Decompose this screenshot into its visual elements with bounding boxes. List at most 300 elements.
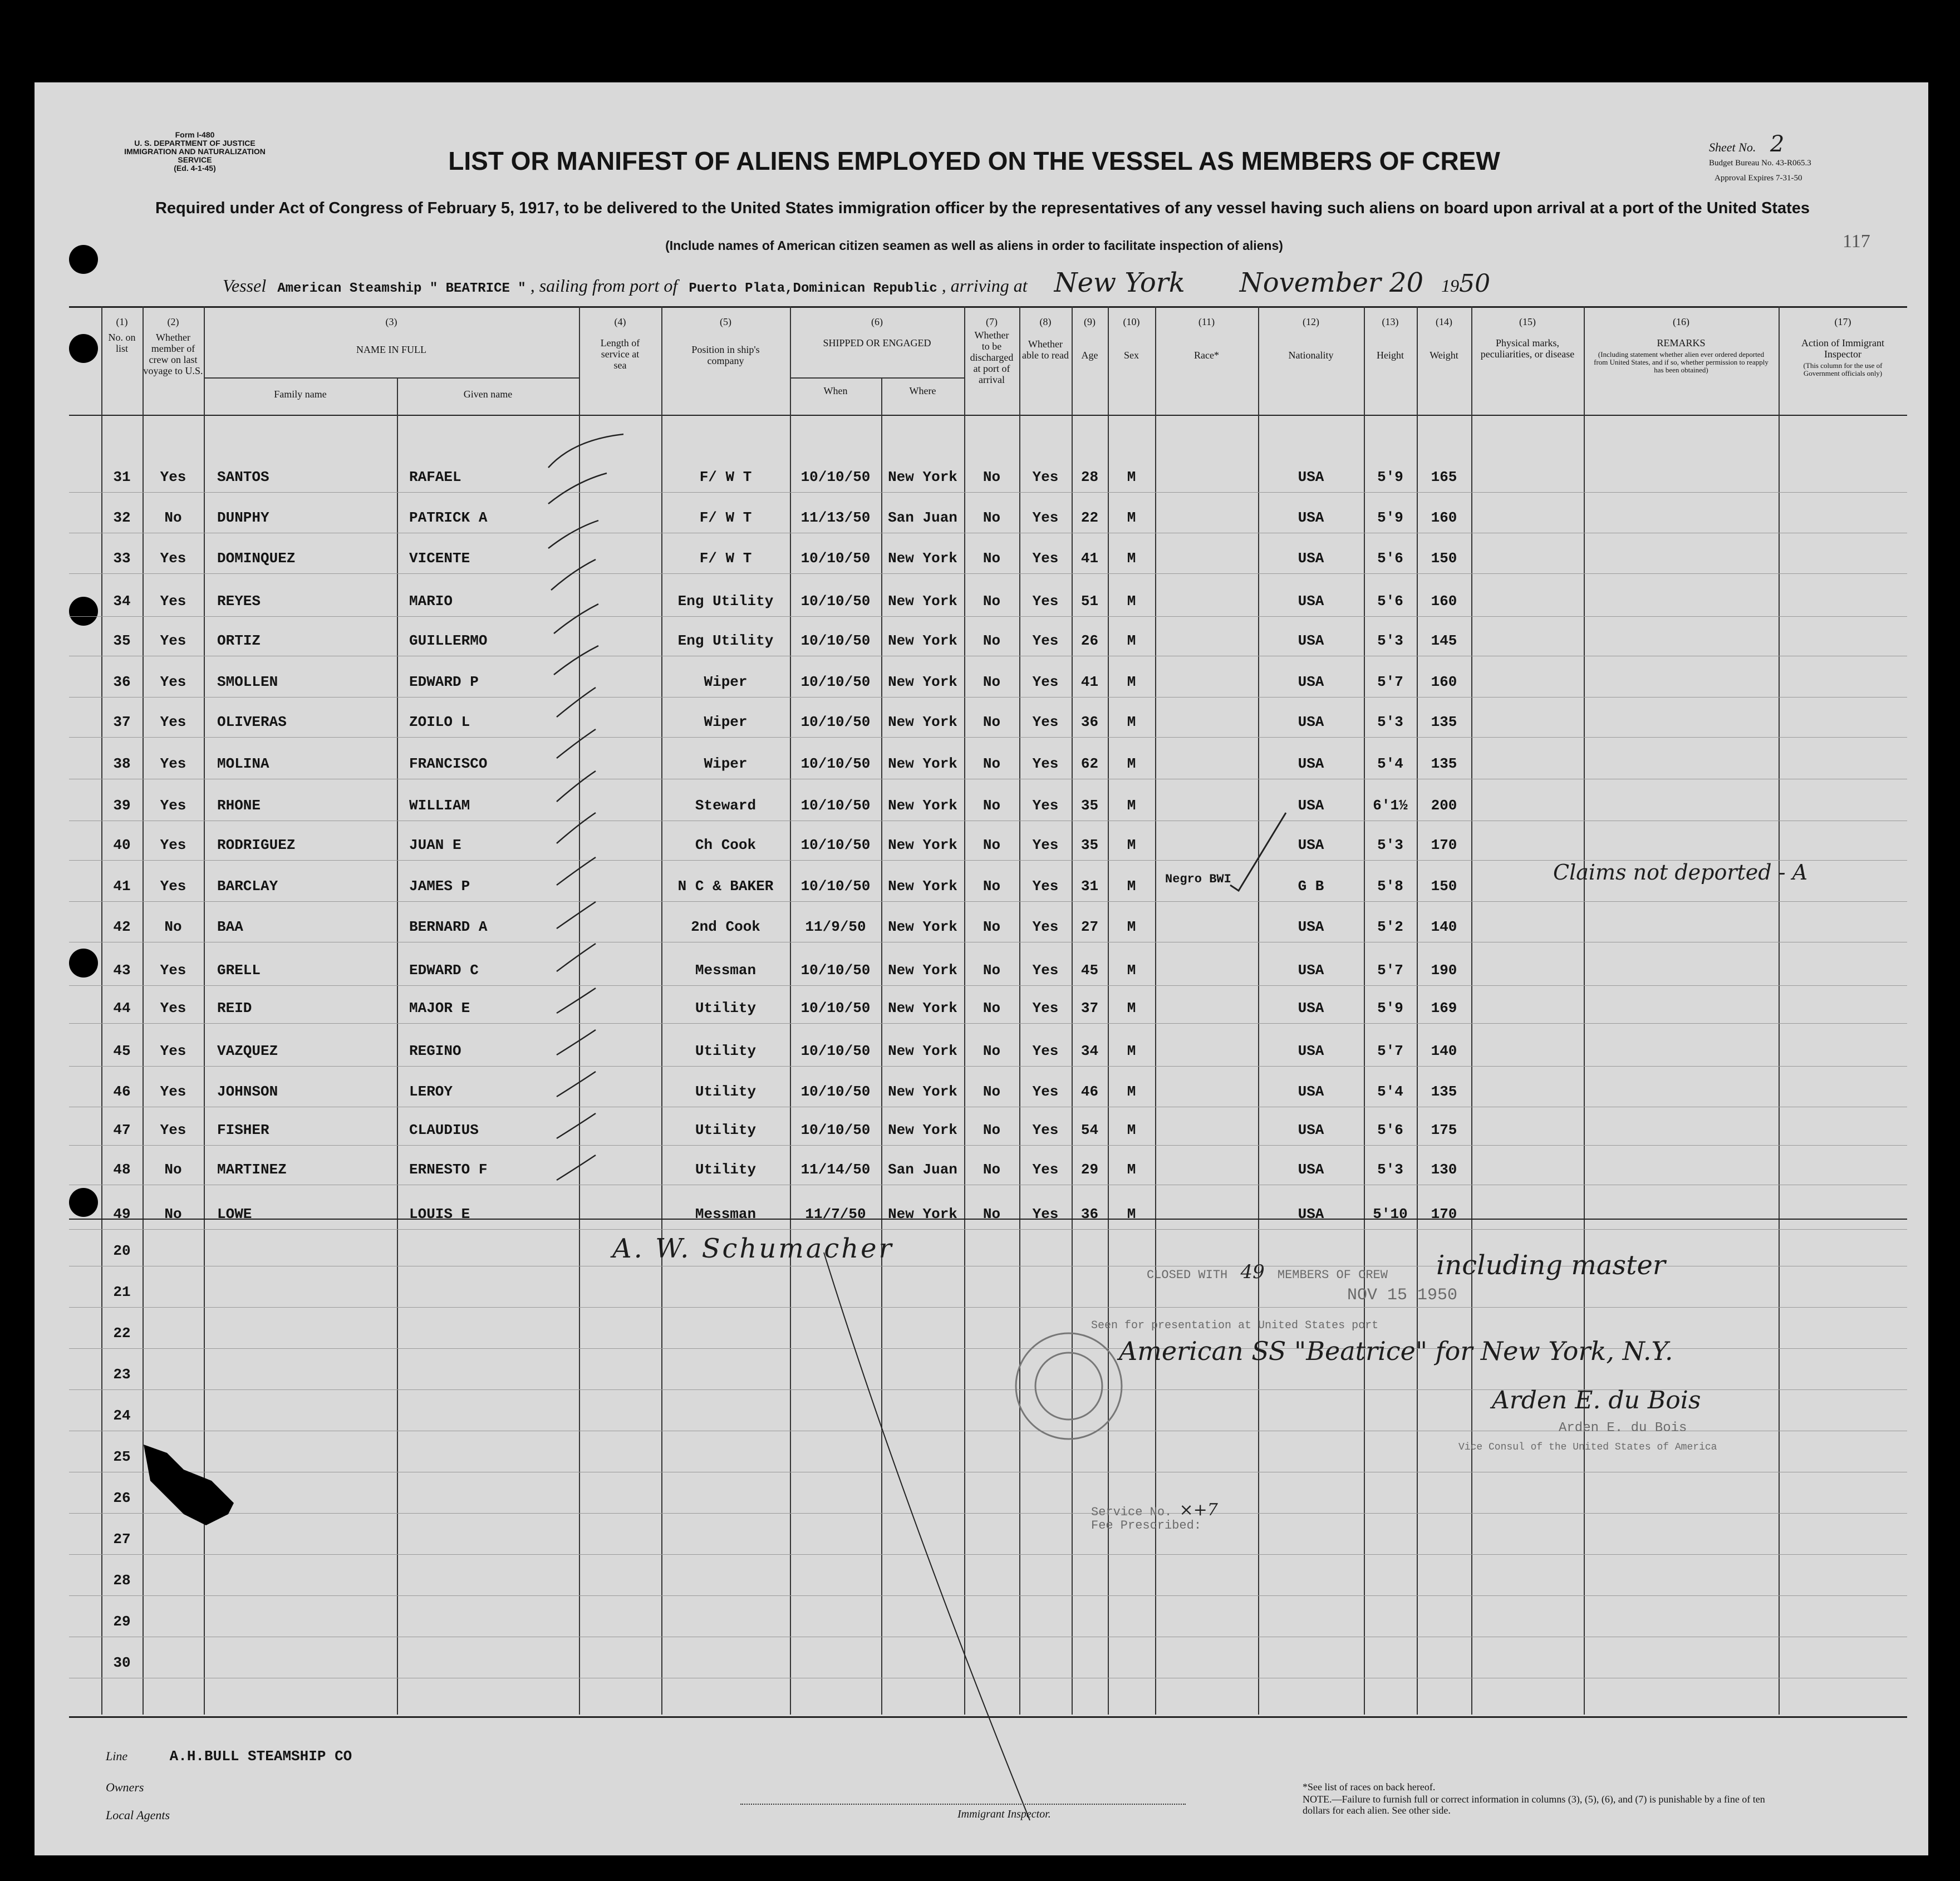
table-cell-given: LOUIS E bbox=[409, 1206, 470, 1222]
col-num: (14) bbox=[1436, 316, 1452, 327]
remark-claims: Claims not deported - A bbox=[1553, 860, 1808, 885]
table-cell-pos: Wiper bbox=[704, 674, 748, 690]
table-cell-sex: M bbox=[1127, 469, 1136, 485]
table-cell-family: MARTINEZ bbox=[217, 1161, 287, 1178]
table-cell-ht: 5'10 bbox=[1373, 1206, 1408, 1222]
table-cell-nat: USA bbox=[1298, 797, 1324, 814]
table-cell-given: MARIO bbox=[409, 593, 453, 610]
table-cell-ht: 5'4 bbox=[1377, 755, 1403, 772]
table-cell-last: Yes bbox=[160, 755, 186, 772]
table-cell-disch: No bbox=[983, 714, 1001, 730]
table-cell-wt: 160 bbox=[1431, 593, 1457, 610]
departure-port: Puerto Plata,Dominican Republic bbox=[689, 281, 937, 296]
col-label: Position in ship's company bbox=[691, 344, 760, 366]
check-mark bbox=[557, 1155, 596, 1180]
table-cell-disch: No bbox=[983, 632, 1001, 649]
subtitle-note: (Include names of American citizen seamen as well as aliens in order to facilitate inspection of aliens) bbox=[665, 238, 1283, 253]
table-cell-pos: Utility bbox=[695, 1000, 757, 1016]
table-cell-when: 10/10/50 bbox=[800, 1122, 871, 1138]
check-mark bbox=[557, 988, 596, 1013]
table-cell-ht: 5'3 bbox=[1377, 1161, 1403, 1178]
col-label: NAME IN FULL bbox=[356, 344, 426, 355]
check-mark bbox=[557, 813, 596, 843]
service-no-label: Service No. bbox=[1091, 1505, 1172, 1519]
table-cell-pos: Utility bbox=[695, 1122, 757, 1138]
table-cell-age: 54 bbox=[1080, 1122, 1099, 1138]
table-cell-wt: 169 bbox=[1431, 1000, 1457, 1016]
table-cell-when: 10/10/50 bbox=[800, 550, 871, 567]
table-cell-ht: 5'6 bbox=[1377, 1122, 1403, 1138]
check-mark bbox=[548, 520, 598, 548]
col-num: (15) bbox=[1519, 316, 1536, 327]
table-cell-read: Yes bbox=[1032, 1122, 1059, 1138]
table-cell-read: Yes bbox=[1032, 593, 1059, 610]
table-cell-when: 10/10/50 bbox=[800, 674, 871, 690]
subtitle: Required under Act of Congress of February 5, 1917, to be delivered to the United States immigration officer by the representatives of any vessel having such aliens on board upon arrival at a port of the United States bbox=[155, 199, 1810, 217]
table-cell-nat: USA bbox=[1298, 469, 1324, 485]
table-cell-nat: USA bbox=[1298, 674, 1324, 690]
table-cell-ht: 5'4 bbox=[1377, 1083, 1403, 1100]
owners-label: Owners bbox=[106, 1780, 144, 1794]
table-cell-age: 41 bbox=[1080, 550, 1099, 567]
table-cell-nat: USA bbox=[1298, 1206, 1324, 1222]
table-cell-where: New York bbox=[888, 632, 957, 649]
table-cell-read: Yes bbox=[1032, 714, 1059, 730]
closed-members-label: MEMBERS OF CREW bbox=[1277, 1268, 1388, 1282]
table-cell-no: 39 bbox=[113, 797, 131, 814]
table-cell-last: Yes bbox=[160, 1122, 186, 1138]
empty-row-number: 27 bbox=[113, 1531, 131, 1548]
inspector-signature: A. W. Schumacher bbox=[612, 1233, 894, 1264]
page-mark: 117 bbox=[1843, 231, 1870, 252]
table-cell-no: 43 bbox=[113, 962, 131, 979]
check-mark bbox=[557, 902, 596, 929]
table-cell-no: 46 bbox=[113, 1083, 131, 1100]
table-cell-sex: M bbox=[1127, 1161, 1136, 1178]
table-cell-pos: F/ W T bbox=[699, 509, 752, 526]
check-mark bbox=[557, 729, 596, 758]
table-cell-when: 10/10/50 bbox=[800, 1043, 871, 1059]
service-number bbox=[1091, 1500, 1218, 1520]
table-cell-last: Yes bbox=[160, 674, 186, 690]
table-cell-read: Yes bbox=[1032, 1206, 1059, 1222]
col-label: Age bbox=[1081, 350, 1098, 361]
table-cell-wt: 150 bbox=[1431, 550, 1457, 567]
table-cell-wt: 145 bbox=[1431, 632, 1457, 649]
table-cell-sex: M bbox=[1127, 1122, 1136, 1138]
table-cell-where: San Juan bbox=[888, 509, 957, 526]
including-master: including master bbox=[1436, 1250, 1666, 1281]
table-cell-age: 26 bbox=[1080, 632, 1099, 649]
col-num: (13) bbox=[1382, 316, 1399, 327]
table-cell-sex: M bbox=[1127, 962, 1136, 979]
table-cell-disch: No bbox=[983, 593, 1001, 610]
table-cell-no: 38 bbox=[113, 755, 131, 772]
table-cell-ht: 5'3 bbox=[1377, 632, 1403, 649]
table-cell-read: Yes bbox=[1032, 797, 1059, 814]
closed-date-stamp: NOV 15 1950 bbox=[1347, 1286, 1458, 1305]
col-label: No. on list bbox=[108, 332, 136, 354]
table-cell-last: Yes bbox=[160, 837, 186, 853]
table-cell-wt: 175 bbox=[1431, 1122, 1457, 1138]
table-cell-when: 10/10/50 bbox=[800, 469, 871, 485]
sheet-number: 2 bbox=[1770, 131, 1785, 157]
table-cell-wt: 160 bbox=[1431, 674, 1457, 690]
table-cell-no: 48 bbox=[113, 1161, 131, 1178]
arrival-city: New York bbox=[1054, 267, 1185, 298]
table-cell-ht: 5'9 bbox=[1377, 1000, 1403, 1016]
table-cell-nat: USA bbox=[1298, 714, 1324, 730]
table-cell-where: New York bbox=[888, 714, 957, 730]
table-cell-pos: Messman bbox=[695, 1206, 757, 1222]
vessel-name: American Steamship " BEATRICE " bbox=[277, 281, 526, 296]
table-cell-read: Yes bbox=[1032, 1000, 1059, 1016]
table-cell-disch: No bbox=[983, 755, 1001, 772]
check-mark bbox=[557, 771, 596, 802]
table-cell-read: Yes bbox=[1032, 1083, 1059, 1100]
table-cell-pos: Utility bbox=[695, 1043, 757, 1059]
col-label: Whether able to read bbox=[1022, 338, 1069, 361]
col-num: (12) bbox=[1303, 316, 1319, 327]
table-cell-wt: 160 bbox=[1431, 509, 1457, 526]
table-cell-last: Yes bbox=[160, 593, 186, 610]
torn-corner bbox=[144, 1445, 234, 1525]
table-cell-last: Yes bbox=[160, 469, 186, 485]
consulate-seal bbox=[1016, 1333, 1122, 1439]
races-note: *See list of races on back hereof. bbox=[1303, 1781, 1436, 1792]
col-num: (5) bbox=[720, 316, 731, 327]
table-cell-given: CLAUDIUS bbox=[409, 1122, 479, 1138]
table-cell-family: RODRIGUEZ bbox=[217, 837, 296, 853]
table-cell-nat: USA bbox=[1298, 1161, 1324, 1178]
col-label: Weight bbox=[1430, 350, 1458, 361]
table-cell-age: 28 bbox=[1080, 469, 1099, 485]
table-cell-last: Yes bbox=[160, 797, 186, 814]
table-cell-read: Yes bbox=[1032, 469, 1059, 485]
empty-row-number: 30 bbox=[113, 1654, 131, 1671]
table-cell-given: VICENTE bbox=[409, 550, 470, 567]
table-cell-when: 10/10/50 bbox=[800, 632, 871, 649]
table-cell-family: BAA bbox=[217, 919, 243, 935]
table-cell-disch: No bbox=[983, 550, 1001, 567]
empty-row-number: 25 bbox=[113, 1448, 131, 1465]
table-cell-when: 10/10/50 bbox=[800, 797, 871, 814]
table-cell-family: OLIVERAS bbox=[217, 714, 287, 730]
table-cell-wt: 170 bbox=[1431, 837, 1457, 853]
check-mark bbox=[554, 604, 598, 633]
table-cell-wt: 170 bbox=[1431, 1206, 1457, 1222]
consul-signature: Arden E. du Bois bbox=[1492, 1386, 1701, 1415]
table-cell-ht: 5'7 bbox=[1377, 962, 1403, 979]
table-cell-given: FRANCISCO bbox=[409, 755, 488, 772]
arriving-label: , arriving at bbox=[941, 276, 1028, 296]
col-num: (11) bbox=[1198, 316, 1215, 327]
table-cell-age: 45 bbox=[1080, 962, 1099, 979]
remarks-note: (Including statement whether alien ever ordered deported from United States, and if so, whether permission to reapply has been obtained) bbox=[1594, 350, 1769, 374]
table-cell-disch: No bbox=[983, 1043, 1001, 1059]
action-note: (This column for the use of Government officials only) bbox=[1803, 361, 1883, 377]
inspector-line bbox=[824, 1253, 1030, 1820]
table-cell-given: LEROY bbox=[409, 1083, 453, 1100]
table-cell-wt: 135 bbox=[1431, 755, 1457, 772]
empty-row-number: 21 bbox=[113, 1284, 131, 1300]
approval-expiry: Approval Expires 7-31-50 bbox=[1715, 174, 1802, 183]
line-label: Line bbox=[106, 1749, 128, 1763]
table-cell-wt: 130 bbox=[1431, 1161, 1457, 1178]
table-cell-pos: Utility bbox=[695, 1083, 757, 1100]
table-cell-family: RHONE bbox=[217, 797, 261, 814]
col-label: Height bbox=[1377, 350, 1404, 361]
table-cell-disch: No bbox=[983, 1000, 1001, 1016]
table-cell-given: PATRICK A bbox=[409, 509, 488, 526]
empty-row-number: 28 bbox=[113, 1572, 131, 1589]
table-cell-nat: USA bbox=[1298, 1122, 1324, 1138]
table-cell-where: New York bbox=[888, 878, 957, 895]
table-cell-last: Yes bbox=[160, 1043, 186, 1059]
closed-count: 49 bbox=[1240, 1261, 1265, 1283]
table-cell-read: Yes bbox=[1032, 509, 1059, 526]
table-cell-given: EDWARD P bbox=[409, 674, 479, 690]
check-mark bbox=[551, 559, 596, 590]
table-cell-no: 37 bbox=[113, 714, 131, 730]
check-mark bbox=[557, 1072, 596, 1097]
table-cell-when: 11/14/50 bbox=[800, 1161, 871, 1178]
table-cell-age: 22 bbox=[1080, 509, 1099, 526]
table-cell-pos: Messman bbox=[695, 962, 757, 979]
col-num: (16) bbox=[1673, 316, 1689, 327]
table-cell-disch: No bbox=[983, 1083, 1001, 1100]
table-cell-no: 49 bbox=[113, 1206, 131, 1222]
table-cell-age: 27 bbox=[1080, 919, 1099, 935]
table-cell-age: 31 bbox=[1080, 878, 1099, 895]
signature-rule bbox=[740, 1804, 1186, 1805]
table-cell-read: Yes bbox=[1032, 962, 1059, 979]
table-cell-family: ORTIZ bbox=[217, 632, 261, 649]
table-cell-given: WILLIAM bbox=[409, 797, 470, 814]
table-cell-pos: 2nd Cook bbox=[691, 919, 760, 935]
table-cell-sex: M bbox=[1127, 797, 1136, 814]
table-cell-disch: No bbox=[983, 674, 1001, 690]
table-cell-read: Yes bbox=[1032, 1161, 1059, 1178]
table-cell-nat: USA bbox=[1298, 1083, 1324, 1100]
table-cell-no: 35 bbox=[113, 632, 131, 649]
arrival-date: November 20 bbox=[1239, 267, 1424, 298]
table-cell-family: MOLINA bbox=[217, 755, 269, 772]
table-cell-no: 33 bbox=[113, 550, 131, 567]
table-cell-nat: USA bbox=[1298, 1000, 1324, 1016]
table-cell-nat: G B bbox=[1298, 878, 1324, 895]
empty-row-number: 22 bbox=[113, 1325, 131, 1342]
empty-row-number: 24 bbox=[113, 1407, 131, 1424]
table-cell-ht: 5'2 bbox=[1377, 919, 1403, 935]
table-cell-family: SMOLLEN bbox=[217, 674, 278, 690]
footer bbox=[106, 1742, 1887, 1837]
table-cell-no: 47 bbox=[113, 1122, 131, 1138]
table-cell-age: 36 bbox=[1080, 714, 1099, 730]
table-cell-given: RAFAEL bbox=[409, 469, 461, 485]
empty-row-number: 23 bbox=[113, 1366, 131, 1383]
table-cell-sex: M bbox=[1127, 878, 1136, 895]
col-label: Whether to be discharged at port of arrival bbox=[970, 330, 1014, 385]
table-cell-pos: Wiper bbox=[704, 714, 748, 730]
table-cell-read: Yes bbox=[1032, 919, 1059, 935]
table-cell-age: 36 bbox=[1080, 1206, 1099, 1222]
table-cell-disch: No bbox=[983, 1206, 1001, 1222]
table-cell-pos: Wiper bbox=[704, 755, 748, 772]
col-num: (9) bbox=[1084, 316, 1096, 327]
table-cell-disch: No bbox=[983, 509, 1001, 526]
table-cell-nat: USA bbox=[1298, 962, 1324, 979]
col-num: (8) bbox=[1039, 316, 1052, 327]
table-cell-sex: M bbox=[1127, 1083, 1136, 1100]
table-cell-pos: Ch Cook bbox=[695, 837, 757, 853]
table-cell-wt: 135 bbox=[1431, 1083, 1457, 1100]
table-cell-where: New York bbox=[888, 1043, 957, 1059]
sailing-label: , sailing from port of bbox=[530, 276, 678, 296]
table-cell-given: REGINO bbox=[409, 1043, 461, 1059]
table-cell-disch: No bbox=[983, 919, 1001, 935]
table-cell-sex: M bbox=[1127, 1000, 1136, 1016]
table-cell-disch: No bbox=[983, 469, 1001, 485]
col-num: (4) bbox=[614, 316, 626, 327]
table-cell-ht: 5'3 bbox=[1377, 837, 1403, 853]
subheader-when: When bbox=[823, 385, 848, 396]
table-cell-disch: No bbox=[983, 1161, 1001, 1178]
vessel-label: Vessel bbox=[223, 276, 267, 296]
table-cell-disch: No bbox=[983, 962, 1001, 979]
table-cell-when: 11/7/50 bbox=[805, 1206, 866, 1222]
table-cell-where: San Juan bbox=[888, 1161, 957, 1178]
table-cell-sex: M bbox=[1127, 714, 1136, 730]
table-cell-where: New York bbox=[888, 1206, 957, 1222]
table-cell-where: New York bbox=[888, 550, 957, 567]
page-title: LIST OR MANIFEST OF ALIENS EMPLOYED ON THE VESSEL AS MEMBERS OF CREW bbox=[448, 146, 1500, 175]
table-cell-given: BERNARD A bbox=[409, 919, 488, 935]
col-label: Length of service at sea bbox=[600, 337, 640, 371]
table-cell-sex: M bbox=[1127, 509, 1136, 526]
table-cell-ht: 5'8 bbox=[1377, 878, 1403, 895]
col-num: (3) bbox=[385, 316, 397, 327]
table-cell-when: 10/10/50 bbox=[800, 1083, 871, 1100]
table-cell-read: Yes bbox=[1032, 550, 1059, 567]
inspector-label: Immigrant Inspector. bbox=[957, 1808, 1051, 1820]
table-cell-no: 42 bbox=[113, 919, 131, 935]
col-num: (7) bbox=[986, 316, 998, 327]
table-cell-sex: M bbox=[1127, 1043, 1136, 1059]
vice-consul-title: Vice Consul of the United States of America bbox=[1458, 1442, 1717, 1453]
consulate-seal-inner bbox=[1035, 1353, 1102, 1420]
table-cell-wt: 165 bbox=[1431, 469, 1457, 485]
table-cell-where: New York bbox=[888, 919, 957, 935]
table-cell-nat: USA bbox=[1298, 593, 1324, 610]
consul-name: Arden E. du Bois bbox=[1559, 1421, 1687, 1436]
seen-for-presentation: Seen for presentation at United States port bbox=[1091, 1319, 1379, 1332]
empty-row-number: 20 bbox=[113, 1242, 131, 1259]
table-cell-nat: USA bbox=[1298, 1043, 1324, 1059]
department: U. S. DEPARTMENT OF JUSTICE bbox=[134, 139, 256, 148]
check-mark bbox=[557, 687, 596, 717]
sheet-label-text: Sheet No. bbox=[1709, 140, 1756, 154]
empty-row-number: 26 bbox=[113, 1490, 131, 1506]
table-cell-when: 10/10/50 bbox=[800, 755, 871, 772]
table-cell-given: JAMES P bbox=[409, 878, 470, 895]
subheader-given: Given name bbox=[463, 389, 513, 400]
table-cell-when: 10/10/50 bbox=[800, 1000, 871, 1016]
table-cell-when: 11/9/50 bbox=[805, 919, 866, 935]
table-cell-where: New York bbox=[888, 837, 957, 853]
table-cell-last: No bbox=[164, 919, 182, 935]
table-cell-last: Yes bbox=[160, 1000, 186, 1016]
service-no-mark: ×+7 bbox=[1179, 1500, 1218, 1520]
table-cell-nat: USA bbox=[1298, 755, 1324, 772]
table-cell-last: Yes bbox=[160, 550, 186, 567]
table-cell-given: MAJOR E bbox=[409, 1000, 470, 1016]
empty-row-number: 29 bbox=[113, 1613, 131, 1630]
table-cell-disch: No bbox=[983, 797, 1001, 814]
table-cell-last: Yes bbox=[160, 714, 186, 730]
table-cell-disch: No bbox=[983, 837, 1001, 853]
table-cell-family: JOHNSON bbox=[217, 1083, 278, 1100]
table-cell-nat: USA bbox=[1298, 509, 1324, 526]
table-cell-age: 46 bbox=[1080, 1083, 1099, 1100]
table-cell-family: FISHER bbox=[217, 1122, 269, 1138]
table-cell-no: 41 bbox=[113, 878, 131, 895]
table-cell-given: ZOILO L bbox=[409, 714, 470, 730]
table-cell-age: 41 bbox=[1080, 674, 1099, 690]
subheader-where: Where bbox=[909, 385, 936, 396]
fee-prescribed: Fee Prescribed: bbox=[1091, 1519, 1202, 1533]
table-cell-no: 44 bbox=[113, 1000, 131, 1016]
table-cell-no: 45 bbox=[113, 1043, 131, 1059]
table-cell-where: New York bbox=[888, 755, 957, 772]
table-cell-given: ERNESTO F bbox=[409, 1161, 488, 1178]
col-label: REMARKS bbox=[1657, 337, 1706, 348]
table-cell-family: REID bbox=[217, 1000, 252, 1016]
line-value: A.H.BULL STEAMSHIP CO bbox=[169, 1748, 352, 1765]
table-cell-read: Yes bbox=[1032, 837, 1059, 853]
table-cell-given: GUILLERMO bbox=[409, 632, 488, 649]
table-cell-no: 32 bbox=[113, 509, 131, 526]
table-cell-nat: USA bbox=[1298, 919, 1324, 935]
check-mark bbox=[548, 473, 607, 504]
table-cell-last: Yes bbox=[160, 878, 186, 895]
subheader-family: Family name bbox=[274, 389, 327, 400]
table-cell-where: New York bbox=[888, 1122, 957, 1138]
table-cell-disch: No bbox=[983, 878, 1001, 895]
edition: (Ed. 4-1-45) bbox=[174, 164, 216, 173]
col-label: Action of Immigrant Inspector bbox=[1801, 337, 1884, 360]
table-cell-age: 34 bbox=[1080, 1043, 1099, 1059]
table-cell-where: New York bbox=[888, 593, 957, 610]
table-cell-where: New York bbox=[888, 469, 957, 485]
col-num: (17) bbox=[1834, 316, 1851, 327]
check-mark bbox=[554, 646, 598, 675]
table-cell-family: SANTOS bbox=[217, 469, 269, 485]
table-cell-read: Yes bbox=[1032, 878, 1059, 895]
table-cell-pos: Utility bbox=[695, 1161, 757, 1178]
table-cell-age: 62 bbox=[1080, 755, 1099, 772]
table-cell-pos: Eng Utility bbox=[677, 632, 774, 649]
closed-with-label: CLOSED WITH bbox=[1147, 1268, 1228, 1282]
service: IMMIGRATION AND NATURALIZATION SERVICE bbox=[124, 147, 266, 164]
table-cell-read: Yes bbox=[1032, 755, 1059, 772]
table-cell-when: 10/10/50 bbox=[800, 593, 871, 610]
table-cell-pos: Eng Utility bbox=[677, 593, 774, 610]
table-cell-ht: 5'6 bbox=[1377, 550, 1403, 567]
table-cell-no: 40 bbox=[113, 837, 131, 853]
table-cell-no: 36 bbox=[113, 674, 131, 690]
table-cell-where: New York bbox=[888, 797, 957, 814]
